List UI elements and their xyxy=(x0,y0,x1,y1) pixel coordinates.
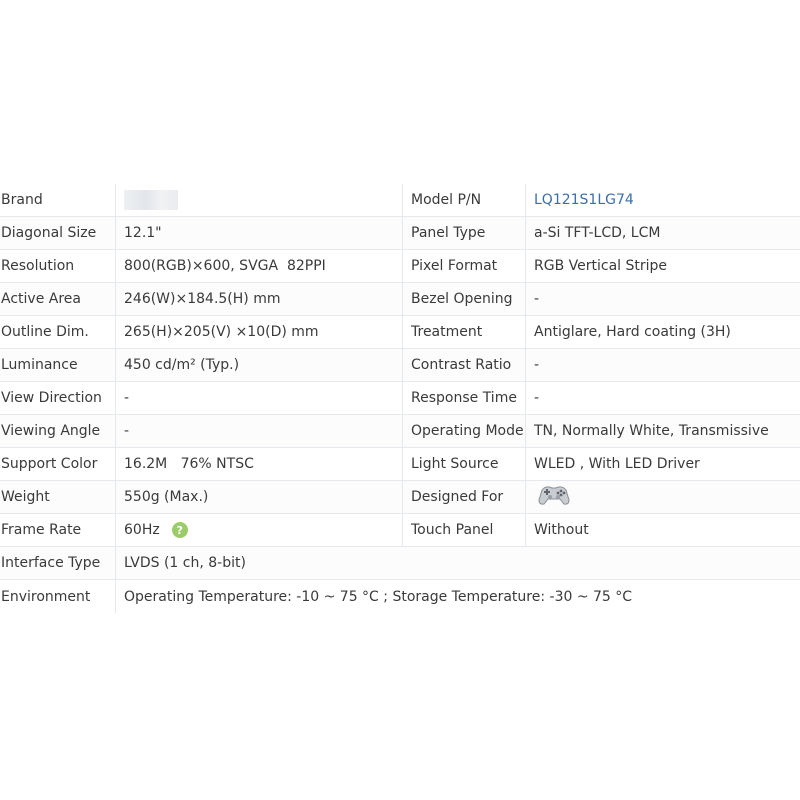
value-pixel-format: RGB Vertical Stripe xyxy=(534,258,668,274)
label-response-time: Response Time xyxy=(402,382,526,414)
label-resolution: Resolution xyxy=(0,250,116,282)
value-view-direction: - xyxy=(124,390,130,406)
spec-row-support-color xyxy=(0,448,800,481)
value-outline-dim: 265(H)×205(V) ×10(D) mm xyxy=(124,324,319,340)
label-viewing-angle: Viewing Angle xyxy=(0,415,116,447)
value-designed-for xyxy=(526,481,800,513)
spec-row-resolution xyxy=(0,250,800,283)
value-bezel-opening: - xyxy=(534,291,540,307)
label-interface-type: Interface Type xyxy=(0,547,116,579)
label-diagonal-size: Diagonal Size xyxy=(0,217,116,249)
value-panel-type: a-Si TFT-LCD, LCM xyxy=(534,225,661,241)
value-touch-panel: Without xyxy=(534,522,589,538)
value-support-color: 16.2M 76% NTSC xyxy=(124,456,254,472)
spec-row-frame-rate xyxy=(0,514,800,547)
label-light-source: Light Source xyxy=(402,448,526,480)
value-active-area: 246(W)×184.5(H) mm xyxy=(124,291,281,307)
label-designed-for: Designed For xyxy=(402,481,526,513)
label-active-area: Active Area xyxy=(0,283,116,315)
spec-table xyxy=(0,184,800,613)
label-contrast-ratio: Contrast Ratio xyxy=(402,349,526,381)
value-model-pn[interactable] xyxy=(526,184,800,216)
gamepad-icon xyxy=(536,482,572,512)
value-frame-rate xyxy=(116,514,402,546)
value-diagonal-size: 12.1" xyxy=(124,225,162,241)
label-frame-rate: Frame Rate xyxy=(0,514,116,546)
label-treatment: Treatment xyxy=(402,316,526,348)
label-pixel-format: Pixel Format xyxy=(402,250,526,282)
value-resolution: 800(RGB)×600, SVGA 82PPI xyxy=(124,258,326,274)
label-outline-dim: Outline Dim. xyxy=(0,316,116,348)
spec-row-interface-type xyxy=(0,547,800,580)
value-treatment: Antiglare, Hard coating (3H) xyxy=(534,324,731,340)
label-luminance: Luminance xyxy=(0,349,116,381)
label-weight: Weight xyxy=(0,481,116,513)
spec-row-active-area xyxy=(0,283,800,316)
label-environment: Environment xyxy=(0,580,116,613)
value-brand xyxy=(116,184,402,216)
value-operating-mode: TN, Normally White, Transmissive xyxy=(534,423,769,439)
value-viewing-angle: - xyxy=(124,423,130,439)
label-brand: Brand xyxy=(0,184,116,216)
label-support-color: Support Color xyxy=(0,448,116,480)
label-panel-type: Panel Type xyxy=(402,217,526,249)
value-response-time: - xyxy=(534,390,540,406)
value-weight: 550g (Max.) xyxy=(124,489,209,505)
frame-rate-text: 60Hz xyxy=(124,522,160,538)
value-environment: Operating Temperature: -10 ~ 75 °C ; Storage Temperature: -30 ~ 75 °C xyxy=(124,588,633,605)
spec-row-luminance xyxy=(0,349,800,382)
spec-row-brand xyxy=(0,184,800,217)
spec-row-outline-dim xyxy=(0,316,800,349)
value-luminance: 450 cd/m² (Typ.) xyxy=(124,357,240,373)
model-pn-link[interactable]: LQ121S1LG74 xyxy=(534,192,634,208)
spec-row-weight xyxy=(0,481,800,514)
label-view-direction: View Direction xyxy=(0,382,116,414)
label-bezel-opening: Bezel Opening xyxy=(402,283,526,315)
spec-row-diagonal-size xyxy=(0,217,800,250)
label-touch-panel: Touch Panel xyxy=(402,514,526,546)
brand-logo-blurred xyxy=(124,190,178,210)
spec-row-environment xyxy=(0,580,800,613)
value-interface-type: LVDS (1 ch, 8-bit) xyxy=(124,555,246,571)
label-operating-mode: Operating Mode xyxy=(402,415,526,447)
spec-row-view-direction xyxy=(0,382,800,415)
value-light-source: WLED , With LED Driver xyxy=(534,456,700,472)
help-icon[interactable]: ? xyxy=(172,522,188,538)
spec-row-viewing-angle xyxy=(0,415,800,448)
value-contrast-ratio: - xyxy=(534,357,540,373)
label-model-pn: Model P/N xyxy=(402,184,526,216)
